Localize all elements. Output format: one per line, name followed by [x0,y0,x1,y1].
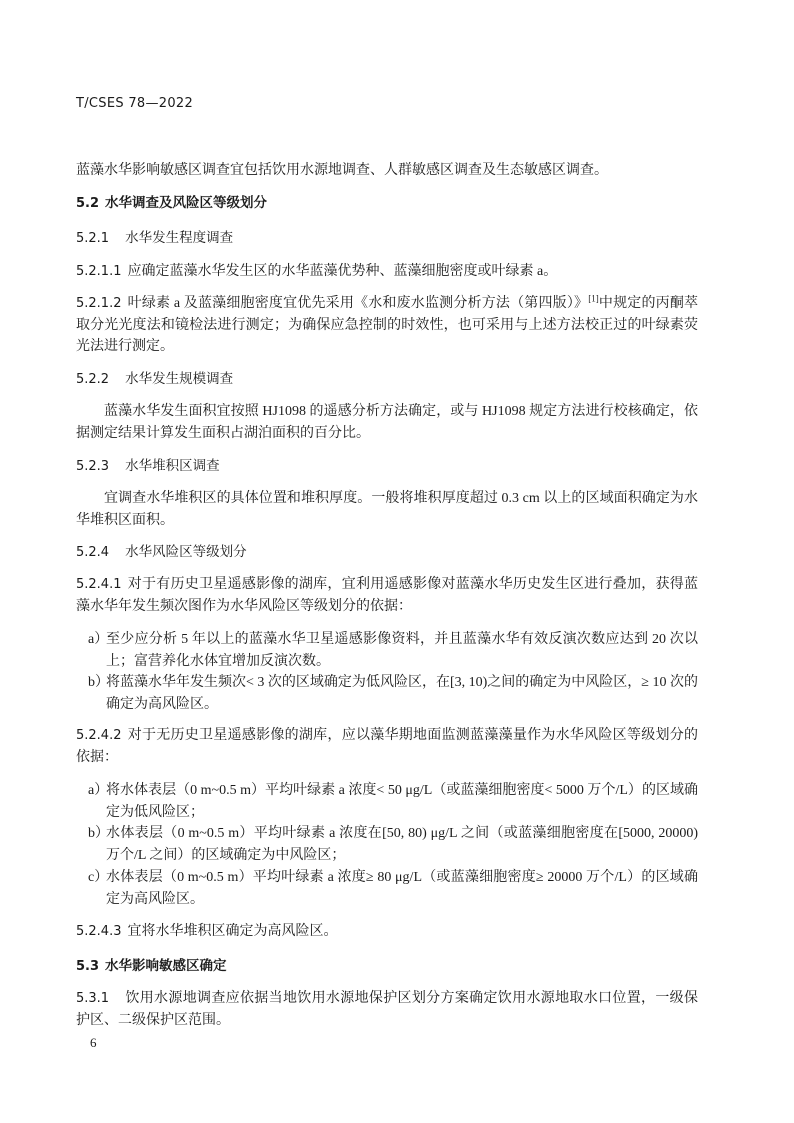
list-item-text: 水体表层（0 m~0.5 m）平均叶绿素 a 浓度≥ 80 μg/L（或蓝藻细胞密度≥ 20000 万个/L）的区域确定为高风险区。 [106,870,698,907]
clause-text: 应确定蓝藻水华发生区的水华蓝藻优势种、蓝藻细胞密度或叶绿素 a。 [127,264,558,279]
subsection-title: 水华发生规模调查 [125,371,234,387]
subsection-heading-5-2-1 [76,228,698,250]
section-number: 5.2 [76,196,100,211]
list-item-text: 将蓝藻水华年发生频次< 3 次的区域确定为低风险区，在[3, 10)之间的确定为中风险区，≥ 10 次的确定为高风险区。 [106,675,698,712]
list-marker: a） [88,632,109,647]
subsection-title: 水华风险区等级划分 [125,544,247,560]
clause-5-2-1-1 [76,261,698,283]
clause-5-2-4-3 [76,921,698,943]
intro-paragraph: 蓝藻水华影响敏感区调查宜包括饮用水源地调查、人群敏感区调查及生态敏感区调查。 [76,163,608,178]
list-item [88,672,698,715]
list-item-text: 至少应分析 5 年以上的蓝藻水华卫星遥感影像资料，并且蓝藻水华有效反演次数应达到 20 次以上；富营养化水体宜增加反演次数。 [106,632,698,669]
list-marker: b） [88,675,109,690]
paragraph-5-2-2: 蓝藻水华发生面积宜按照 HJ1098 的遥感分析方法确定，或与 HJ1098 规定方法进行校核确定，依据测定结果计算发生面积占湖泊面积的百分比。 [76,404,698,441]
subsection-heading-5-2-2 [76,369,698,391]
clause-number: 5.2.1.2 [76,296,122,311]
clause-number: 5.3.1 [76,991,110,1006]
subsection-number: 5.2.2 [76,372,110,387]
section-number: 5.3 [76,959,100,974]
list-item-text: 将水体表层（0 m~0.5 m）平均叶绿素 a 浓度< 50 μg/L（或蓝藻细胞密度< 5000 万个/L）的区域确定为低风险区； [106,783,698,820]
clause-number: 5.2.4.1 [76,577,122,592]
subsection-title: 水华堆积区调查 [125,458,220,474]
clause-5-2-4-1 [76,574,698,617]
subsection-number: 5.2.4 [76,545,110,560]
clause-number: 5.2.4.3 [76,924,122,939]
reference-mark: [1] [588,293,599,304]
clause-number: 5.2.1.1 [76,264,122,279]
clause-text: 宜将水华堆积区确定为高风险区。 [127,924,338,939]
subsection-number: 5.2.3 [76,459,110,474]
list-marker: a） [88,783,109,798]
document-code: T/CSES 78—2022 [76,96,194,111]
clause-5-3-1 [76,988,698,1031]
clause-number: 5.2.4.2 [76,728,122,743]
list-item-text: 水体表层（0 m~0.5 m）平均叶绿素 a 浓度在[50, 80) μg/L 之间（或蓝藻细胞密度在[5000, 20000) 万个/L 之间）的区域确定为中风险区； [106,826,698,863]
clause-text-after-reference: 中规定的丙酮萃取分光光度法和镜检法进行测定；为确保应急控制的时效性，也可采用与上述方法校正过的叶绿素荧光法进行测定。 [76,296,699,354]
list-item [88,629,698,672]
section-title: 水华调查及风险区等级划分 [105,195,268,211]
section-heading-5-2 [76,193,698,215]
clause-5-2-4-2 [76,725,698,768]
list-item [88,780,698,823]
list-item [88,867,698,910]
clause-text: 对于无历史卫星遥感影像的湖库，应以藻华期地面监测蓝藻藻量作为水华风险区等级划分的依据： [76,728,698,765]
clause-text: 饮用水源地调查应依据当地饮用水源地保护区划分方案确定饮用水源地取水口位置，一级保护区、二级保护区范围。 [76,991,698,1028]
subsection-heading-5-2-4 [76,542,698,564]
list-marker: c） [88,870,109,885]
paragraph-5-2-3: 宜调查水华堆积区的具体位置和堆积厚度。一般将堆积厚度超过 0.3 cm 以上的区域面积确定为水华堆积区面积。 [76,491,698,528]
section-title: 水华影响敏感区确定 [105,958,227,974]
clause-text: 对于有历史卫星遥感影像的湖库，宜利用遥感影像对蓝藻水华历史发生区进行叠加，获得蓝藻水华年发生频次图作为水华风险区等级划分的依据： [76,577,698,614]
list-item [88,823,698,866]
list-marker: b） [88,826,109,841]
subsection-title: 水华发生程度调查 [125,230,234,246]
section-heading-5-3 [76,956,698,978]
page-number: 6 [90,1035,97,1050]
clause-text-before-reference: 叶绿素 a 及蓝藻细胞密度宜优先采用《水和废水监测分析方法（第四版）》 [127,296,589,311]
clause-5-2-1-2 [76,293,698,358]
subsection-number: 5.2.1 [76,231,110,246]
subsection-heading-5-2-3 [76,456,698,478]
